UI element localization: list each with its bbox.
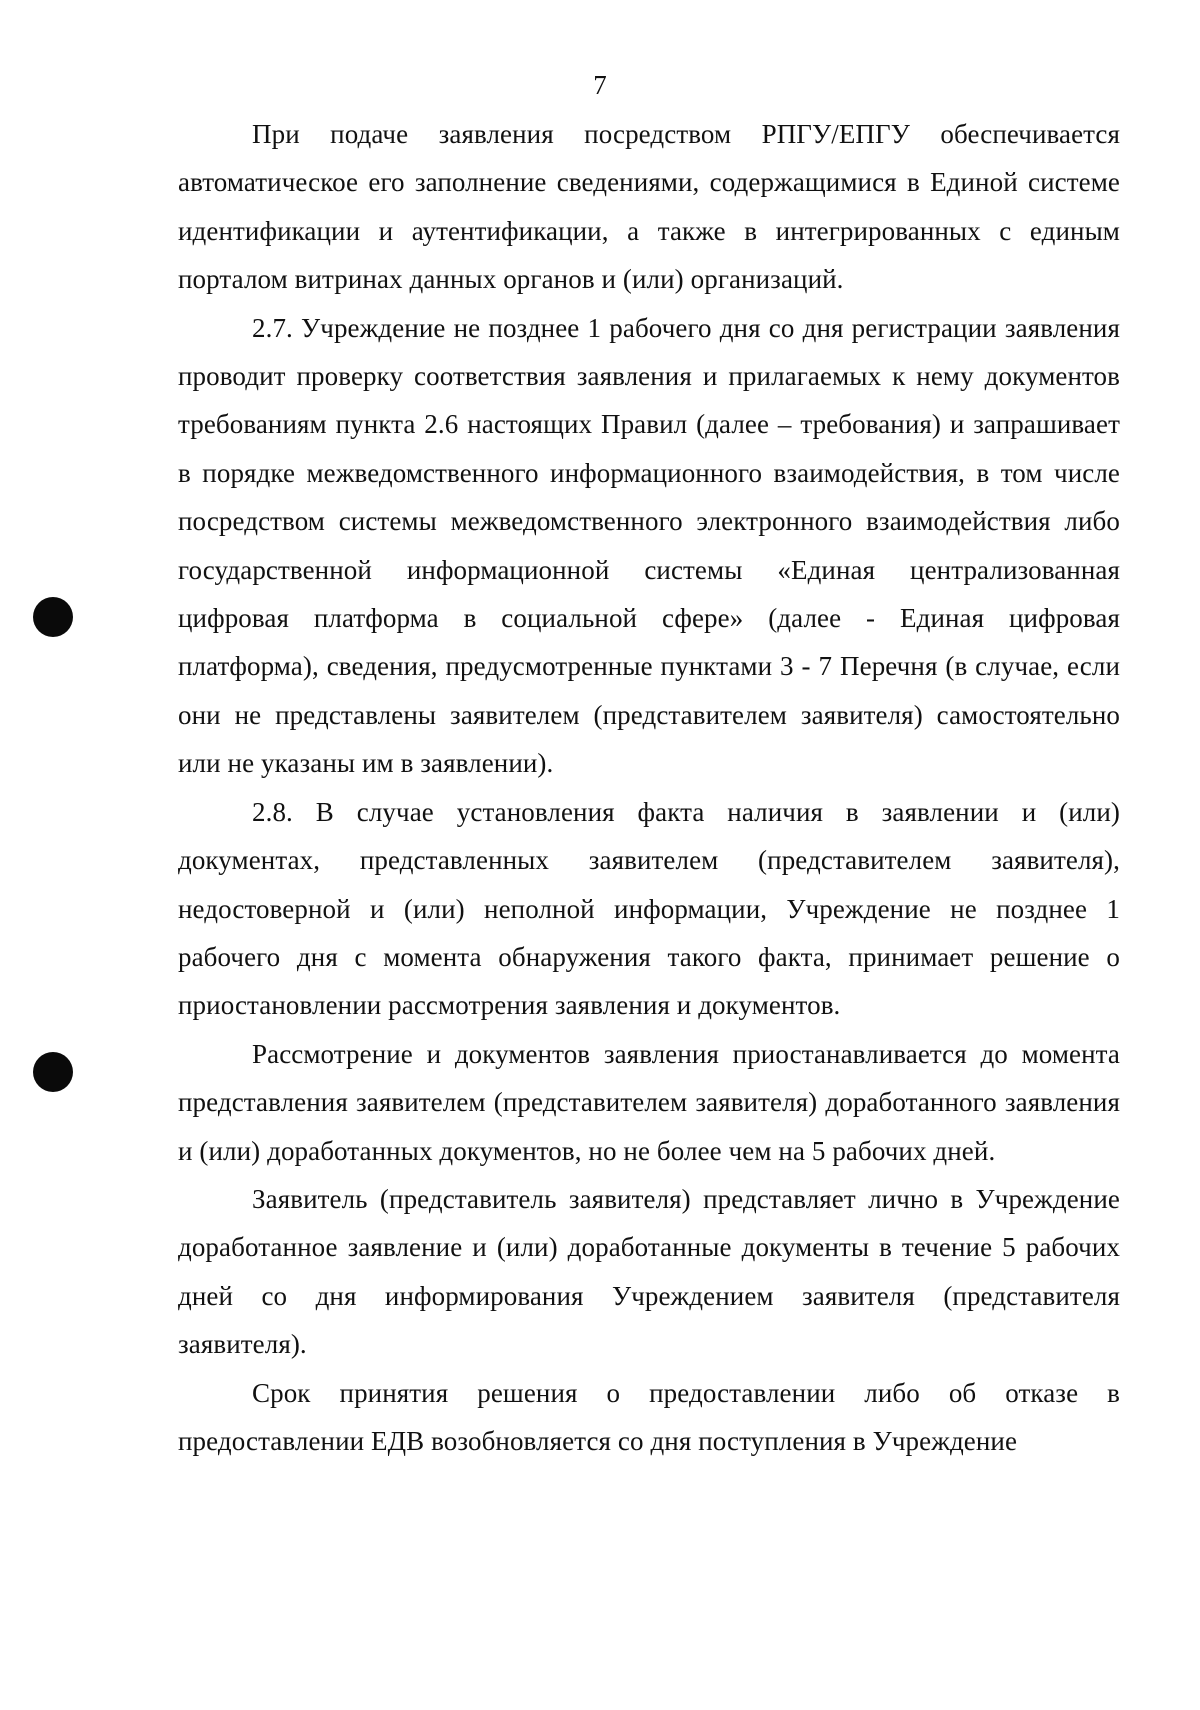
paragraph-2-7: 2.7. Учреждение не позднее 1 рабочего дня со дня регистрации заявления проводит проверку соответствия заявления и прилагаемых к нему документов требованиям пункта 2.6 настоящих Правил (далее – требования) и запрашивает в порядке межведомственного информационного взаимодействия, в том числе посредством системы межведомственного электронного взаимодействия либо государственной информационной системы «Единая централизованная цифровая платформа в социальной сфере» (далее - Единая цифровая платформа), сведения, предусмотренные пунктами 3 - 7 Перечня (в случае, если они не представлены заявителем (представителем заявителя) самостоятельно или не указаны им в заявлении). <box>178 312 1120 779</box>
hole-punch-mark <box>33 1052 73 1092</box>
paragraph-decision-term: Срок принятия решения о предоставлении либо об отказе в предоставлении ЕДВ возобновляется со дня поступления в Учреждение <box>178 1377 1120 1456</box>
paragraph-2-8: 2.8. В случае установления факта наличия в заявлении и (или) документах, представленных заявителем (представителем заявителя), недостоверной и (или) неполной информации, Учреждение не позднее 1 рабочего дня с момента обнаружения такого факта, принимает решение о приостановлении рассмотрения заявления и документов. <box>178 796 1120 1021</box>
paragraph-applicant-submission: Заявитель (представитель заявителя) представляет лично в Учреждение доработанное заявление и (или) доработанные документы в течение 5 рабочих дней со дня информирования Учреждением заявителя (представителя заявителя). <box>178 1183 1120 1360</box>
document-body <box>178 110 1120 1465</box>
paragraph-portal-autofill: При подаче заявления посредством РПГУ/ЕПГУ обеспечивается автоматическое его заполнение сведениями, содержащимися в Единой системе идентификации и аутентификации, а также в интегрированных с единым порталом витринах данных органов и (или) организаций. <box>178 119 1120 295</box>
hole-punch-mark <box>33 597 73 637</box>
page-number: 7 <box>593 70 607 100</box>
paragraph-suspension: Рассмотрение и документов заявления приостанавливается до момента представления заявителем (представителем заявителя) доработанного заявления и (или) доработанных документов, но не более чем на 5 рабочих дней. <box>178 1038 1120 1166</box>
